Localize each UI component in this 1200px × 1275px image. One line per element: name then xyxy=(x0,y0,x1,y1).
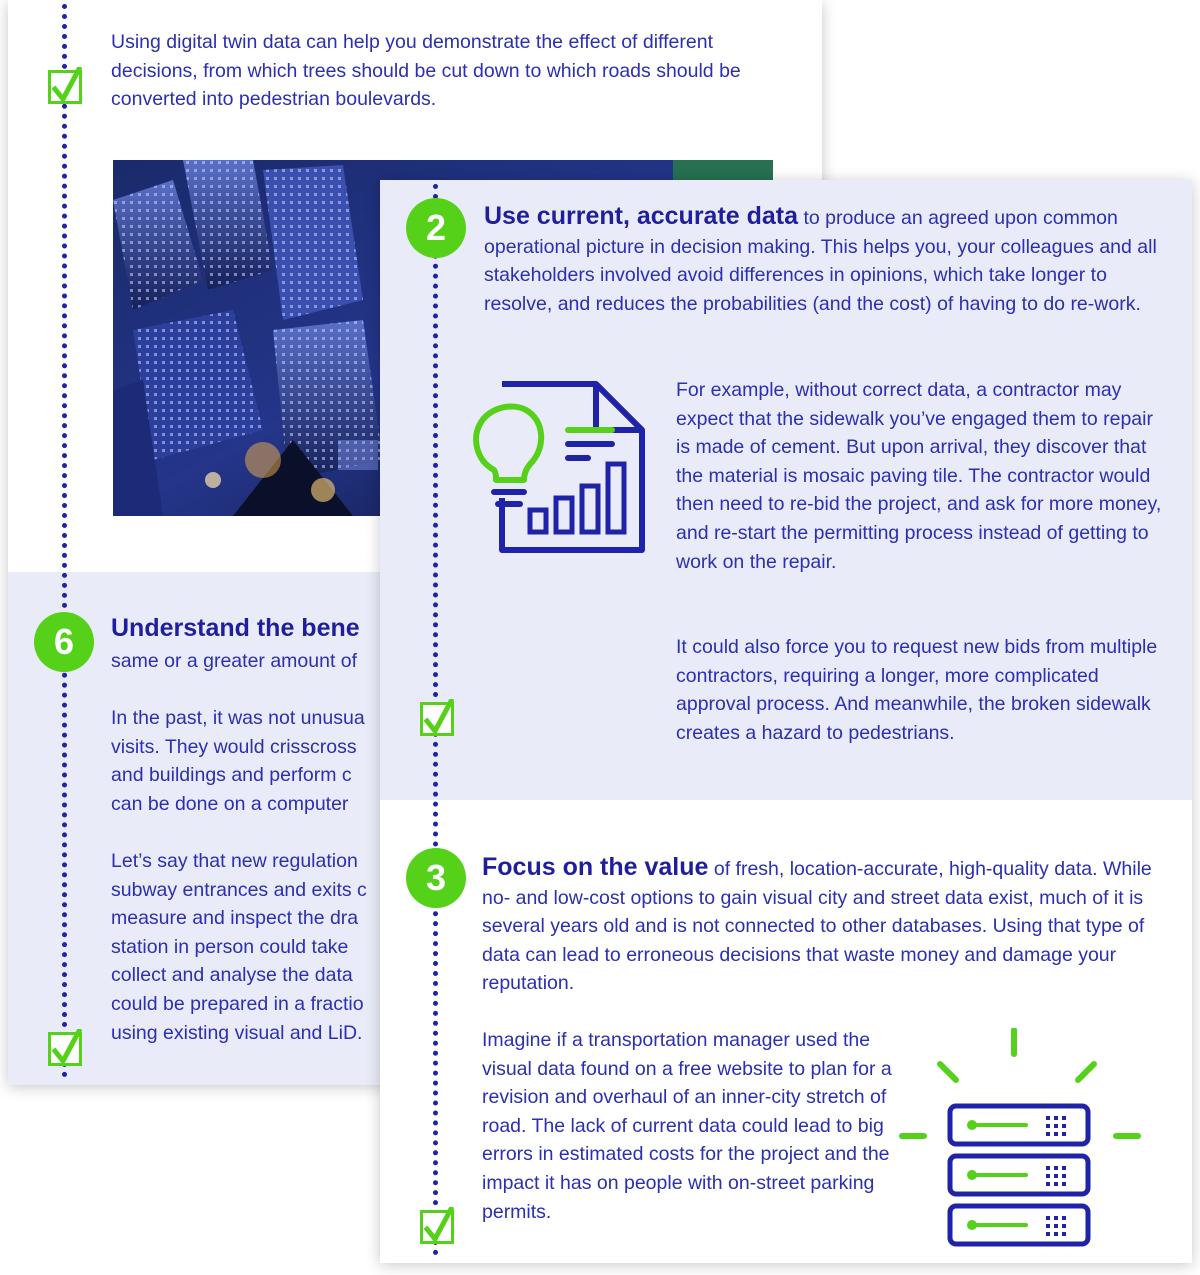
section-6-number-badge: 6 xyxy=(34,612,94,672)
section-2-paragraph xyxy=(484,202,1174,318)
section-2-example-2: It could also force you to request new bids from multiple contractors, requiring a longer, more complicated approval process. And meanwhile, the broken sidewalk creates a hazard to pedestrians. xyxy=(676,636,1158,744)
section-6-subtitle: same or a greater amount of xyxy=(111,650,358,672)
section-2-heading: Use current, accurate data xyxy=(484,202,799,230)
section-3-body: of fresh, location-accurate, high-quality data. While no- and low-cost options to gain visual city and street data exist, much of it is several years old and is not connected to other databases. Using that type of data can lead to erroneous decisions that waste money and damage your reputation. xyxy=(482,858,1152,995)
checkbox-icon xyxy=(48,1032,82,1066)
intro-paragraph: Using digital twin data can help you demonstrate the effect of different decisions, from which trees should be cut down to which roads should be converted into pedestrian boulevards. xyxy=(111,31,741,111)
section-2-body: to produce an agreed upon common operational picture in decision making. This helps you, your colleagues and all stakeholders involved avoid differences in opinions, which take longer to resolve, and reduces the probabilities (and the cost) of having to do re-work. xyxy=(484,207,1157,315)
section-2-number-badge: 2 xyxy=(406,198,466,258)
checkbox-icon xyxy=(48,70,82,104)
server-stack-icon xyxy=(898,1028,1144,1252)
section-3-paragraph xyxy=(482,853,1172,998)
section-3-heading: Focus on the value xyxy=(482,853,709,881)
section-6-paragraph-2: Let’s say that new regulation subway entrances and exits c measure and inspect the dra station in person could take collect and analyse the data could be prepared in a fractio using existing visual and LiD. xyxy=(111,850,367,1044)
section-3-number-badge: 3 xyxy=(406,848,466,908)
checkbox-icon xyxy=(420,1210,454,1244)
section-3-example: Imagine if a transportation manager used the visual data found on a free website to plan for a revision and overhaul of an inner-city stretch of road. The lack of current data could lead to big errors in estimated costs for the project and the impact it has on people with on-street parking permits. xyxy=(482,1029,892,1223)
front-page xyxy=(380,180,1192,1263)
lightbulb-report-chart-icon xyxy=(466,380,646,560)
section-2-example-1: For example, without correct data, a contractor may expect that the sidewalk you’ve engaged them to repair is made of cement. But upon arrival, they discover that the material is mosaic paving tile. The contractor would then need to re-bid the project, and ask for more money, and re-start the permitting process instead of getting to work on the repair. xyxy=(676,379,1162,573)
section-6-paragraph-1: In the past, it was not unusua visits. They would crisscross and buildings and perform c can be done on a computer xyxy=(111,707,365,815)
section-6-title: Understand the bene xyxy=(111,614,360,642)
back-timeline-dots xyxy=(62,4,67,1078)
checkbox-icon xyxy=(420,702,454,736)
